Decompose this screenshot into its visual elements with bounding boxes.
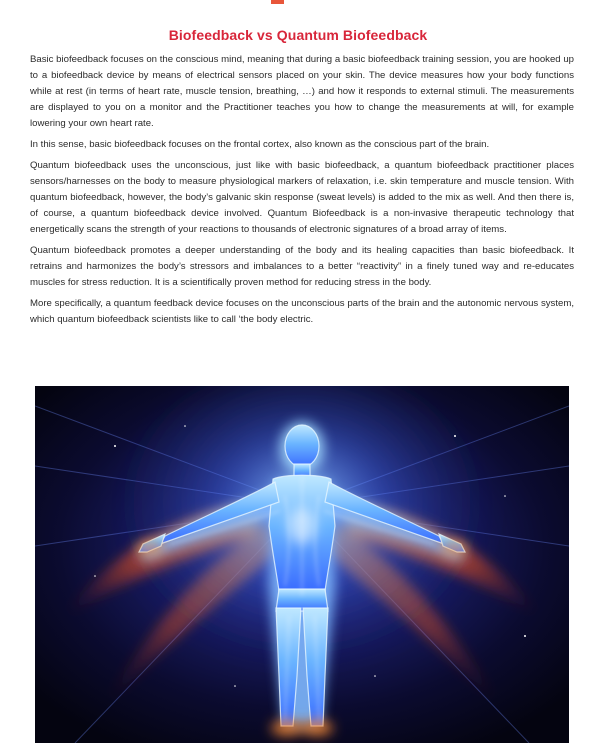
paragraph-deeper-understanding: Quantum biofeedback promotes a deeper understanding of the body and its healing capacities than basic biofeedback. It retrains and harmonizes the body’s stressors and imbalances to a better “reactivity” in a finely tuned way and re-educates muscles for stress reduction. It is a scientifically proven method for reducing stress in the body. [30,245,574,288]
paragraph-body-electric: More specifically, a quantum feedback device focuses on the unconscious parts of the brain and the autonomic nervous system, which quantum biofeedback scientists like to call ‘the body electric. [30,298,574,325]
page-title: Biofeedback vs Quantum Biofeedback [168,27,428,43]
top-accent-mark [271,0,284,4]
paragraph-quantum-biofeedback: Quantum biofeedback uses the unconscious, just like with basic biofeedback, a quantum biofeedback practitioner places sensors/harnesses on the body to measure physiological markers of relaxation, i.e. skin temperature and muscle tension. With quantum biofeedback, however, the body’s galvanic skin response (sweat levels) is added to the mix as well. And then there is, of course, a quantum biofeedback device involved. Quantum Biofeedback is a non-invasive therapeutic technology that energetically scans the strength of your reactions to thousands of electronic signatures of a broad array of items. [30,160,574,235]
paragraph-basic-biofeedback: Basic biofeedback focuses on the conscious mind, meaning that during a basic biofeedback training session, you are hooked up to a biofeedback device by means of electrical sensors placed on your skin. The device measures how your body functions while at rest (in terms of heart rate, muscle tension, breathing, …) and how it responds to external stimuli. The measurements are displayed to you on a monitor and the Practitioner teaches you how to change the measurements at will, for example lowering your own heart rate. [30,54,574,129]
energy-body-illustration [35,386,569,743]
article-body [30,52,574,333]
paragraph-frontal-cortex: In this sense, basic biofeedback focuses on the frontal cortex, also known as the conscious part of the brain. [30,139,490,150]
